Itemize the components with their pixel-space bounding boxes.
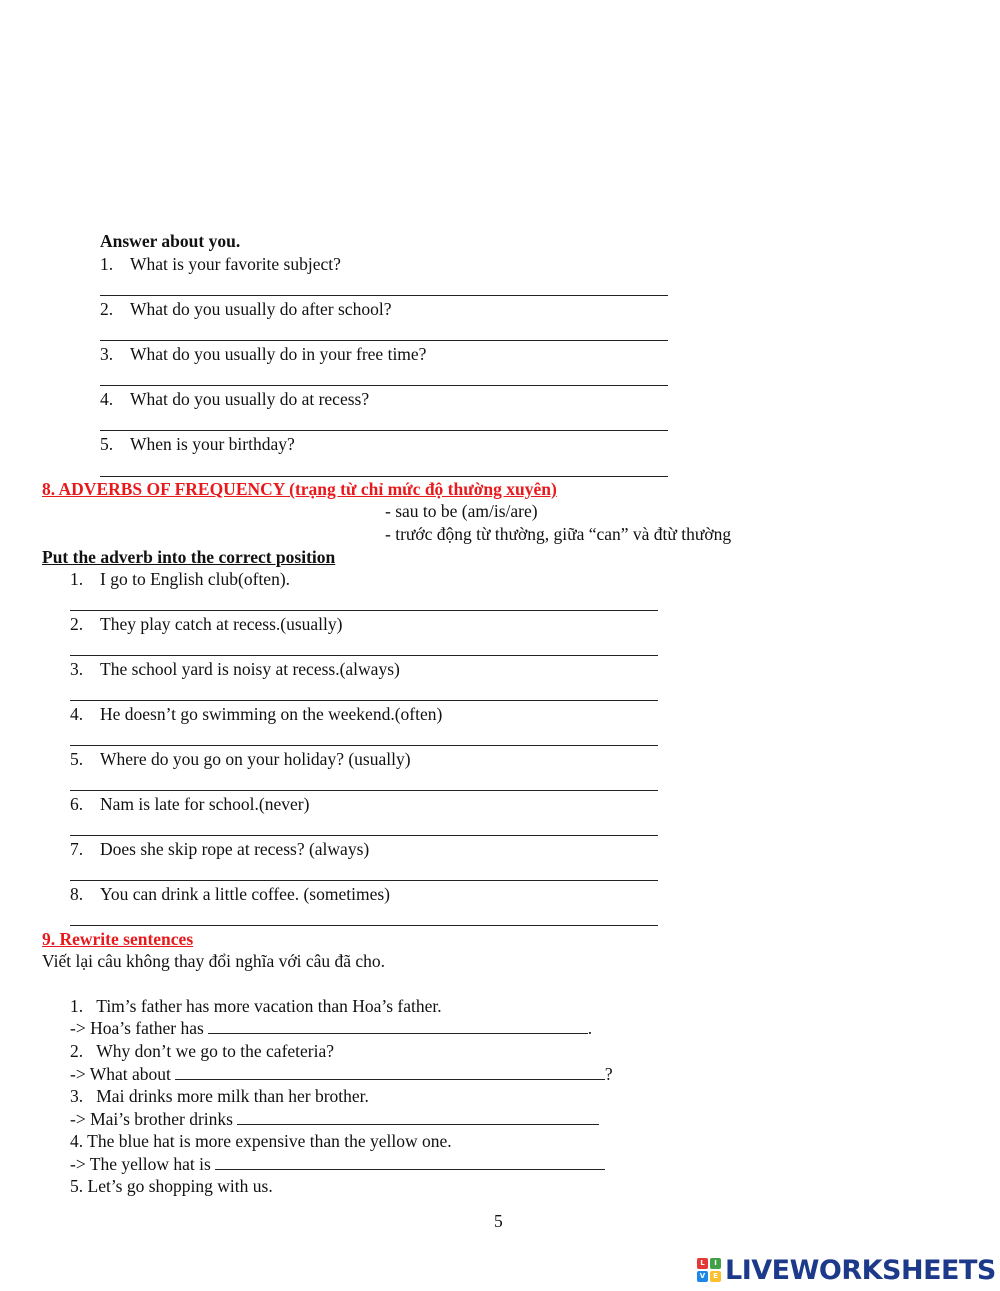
- answer-line[interactable]: [100, 295, 668, 296]
- answer-line[interactable]: [70, 790, 658, 791]
- adverb-question: [70, 704, 442, 724]
- answer-line[interactable]: [70, 880, 658, 881]
- rewrite-question-4: 4. The blue hat is more expensive than the yellow one.: [70, 1131, 452, 1151]
- adverb-question: [70, 659, 400, 679]
- answer-prefix: -> Mai’s brother drinks: [70, 1109, 233, 1129]
- question-number: 8.: [70, 884, 84, 904]
- answer-question: [100, 299, 391, 319]
- question-text: Where do you go on your holiday? (usually): [100, 749, 411, 769]
- answer-line[interactable]: [70, 745, 658, 746]
- answer-prefix: -> What about: [70, 1064, 171, 1084]
- adverb-question: [70, 794, 309, 814]
- question-text: Does she skip rope at recess? (always): [100, 839, 370, 859]
- logo-tile: E: [710, 1271, 721, 1282]
- question-text: What do you usually do at recess?: [130, 389, 370, 409]
- question-number: 4.: [100, 389, 114, 409]
- question-text: The school yard is noisy at recess.(always): [100, 659, 400, 679]
- rewrite-question-3: 3. Mai drinks more milk than her brother.: [70, 1086, 369, 1106]
- question-text: What do you usually do in your free time?: [130, 344, 427, 364]
- question-number: 7.: [70, 839, 84, 859]
- question-text: I go to English club(often).: [100, 569, 291, 589]
- answer-prefix: -> Hoa’s father has: [70, 1018, 204, 1038]
- answer-line[interactable]: [70, 925, 658, 926]
- logo-tiles-icon: [697, 1258, 721, 1282]
- liveworksheets-logo: [697, 1253, 996, 1287]
- answer-suffix: ?: [604, 1064, 613, 1084]
- answer-blank[interactable]: [208, 1019, 588, 1034]
- question-number: 1.: [100, 254, 114, 274]
- answer-blank[interactable]: [175, 1065, 605, 1080]
- question-text: What do you usually do after school?: [130, 299, 392, 319]
- question-text: What is your favorite subject?: [130, 254, 341, 274]
- section8-title: 8. ADVERBS OF FREQUENCY (trạng từ chỉ mức độ thường xuyên): [42, 479, 557, 499]
- question-number: 3.: [100, 344, 114, 364]
- logo-tile: I: [710, 1258, 721, 1269]
- section8-instruction: Put the adverb into the correct position: [42, 547, 336, 567]
- question-number: 5.: [70, 749, 84, 769]
- answer-line[interactable]: [70, 835, 658, 836]
- section8-note-2: - trước động từ thường, giữa “can” và đtừ thường: [385, 524, 732, 544]
- question-text: Nam is late for school.(never): [100, 794, 310, 814]
- answer-blank[interactable]: [237, 1110, 599, 1125]
- rewrite-question-5: 5. Let’s go shopping with us.: [70, 1176, 273, 1196]
- logo-tile: V: [697, 1271, 708, 1282]
- question-text: He doesn’t go swimming on the weekend.(often): [100, 704, 443, 724]
- answer-line[interactable]: [70, 610, 658, 611]
- answer-heading: Answer about you.: [100, 231, 241, 251]
- answer-question: [100, 254, 341, 274]
- section9-instruction: Viết lại câu không thay đổi nghĩa với câu đã cho.: [42, 951, 386, 971]
- answer-line[interactable]: [100, 385, 668, 386]
- question-number: 2.: [70, 614, 84, 634]
- rewrite-answer-1: [70, 1018, 592, 1038]
- logo-text: LIVEWORKSHEETS: [725, 1254, 996, 1286]
- rewrite-answer-2: [70, 1064, 613, 1084]
- answer-blank[interactable]: [215, 1155, 605, 1170]
- answer-line[interactable]: [70, 700, 658, 701]
- question-number: 5.: [100, 434, 114, 454]
- question-number: 4.: [70, 704, 84, 724]
- answer-question: [100, 344, 426, 364]
- adverb-question: [70, 884, 390, 904]
- adverb-question: [70, 749, 411, 769]
- rewrite-question-2: 2. Why don’t we go to the cafeteria?: [70, 1041, 335, 1061]
- question-text: When is your birthday?: [130, 434, 295, 454]
- answer-suffix: .: [587, 1018, 593, 1038]
- answer-question: [100, 389, 369, 409]
- answer-line[interactable]: [100, 340, 668, 341]
- rewrite-answer-3: [70, 1109, 599, 1129]
- answer-line[interactable]: [100, 476, 668, 477]
- question-number: 6.: [70, 794, 84, 814]
- question-number: 2.: [100, 299, 114, 319]
- rewrite-answer-4: [70, 1154, 605, 1174]
- answer-line[interactable]: [100, 430, 668, 431]
- adverb-question: [70, 839, 369, 859]
- question-text: You can drink a little coffee. (sometimes): [100, 884, 390, 904]
- adverb-question: [70, 614, 342, 634]
- adverb-question: [70, 569, 290, 589]
- answer-question: [100, 434, 295, 454]
- section9-title: 9. Rewrite sentences: [42, 929, 194, 949]
- answer-line[interactable]: [70, 655, 658, 656]
- answer-prefix: -> The yellow hat is: [70, 1154, 211, 1174]
- rewrite-question-1: 1. Tim’s father has more vacation than Hoa’s father.: [70, 996, 442, 1016]
- section8-note-1: - sau to be (am/is/are): [385, 501, 538, 521]
- page-number: 5: [494, 1211, 503, 1231]
- question-number: 3.: [70, 659, 84, 679]
- logo-tile: L: [697, 1258, 708, 1269]
- question-number: 1.: [70, 569, 84, 589]
- question-text: They play catch at recess.(usually): [100, 614, 343, 634]
